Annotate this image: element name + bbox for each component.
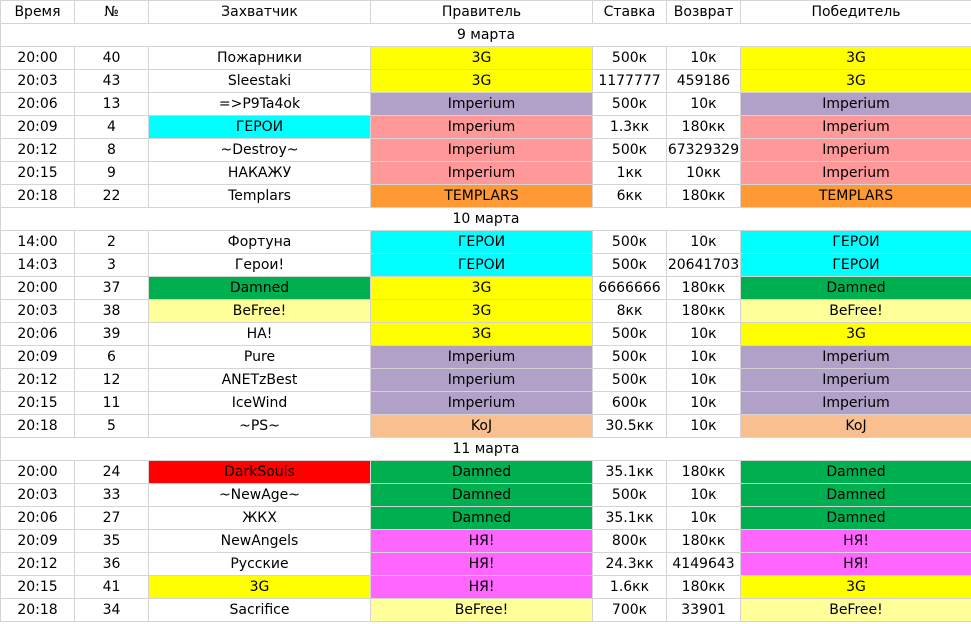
number-cell: 27 bbox=[75, 507, 149, 530]
attacker-cell: ~Destroy~ bbox=[149, 139, 371, 162]
winner-cell: Damned bbox=[741, 461, 971, 484]
time-cell: 20:18 bbox=[1, 185, 75, 208]
return-cell: 10к bbox=[667, 415, 741, 438]
winner-cell: Imperium bbox=[741, 346, 971, 369]
number-cell: 43 bbox=[75, 70, 149, 93]
date-cell: 10 марта bbox=[1, 208, 971, 231]
ruler-cell: НЯ! bbox=[371, 530, 593, 553]
ruler-cell: 3G bbox=[371, 323, 593, 346]
attacker-cell: Sacrifice bbox=[149, 599, 371, 622]
bet-cell: 1кк bbox=[593, 162, 667, 185]
winner-cell: 3G bbox=[741, 47, 971, 70]
table-body bbox=[1, 24, 971, 622]
ruler-cell: Imperium bbox=[371, 346, 593, 369]
winner-cell: ГЕРОИ bbox=[741, 254, 971, 277]
table-row bbox=[1, 530, 971, 553]
ruler-cell: Damned bbox=[371, 507, 593, 530]
time-cell: 20:12 bbox=[1, 139, 75, 162]
time-cell: 20:06 bbox=[1, 93, 75, 116]
table-row bbox=[1, 323, 971, 346]
ruler-cell: 3G bbox=[371, 300, 593, 323]
winner-cell: Imperium bbox=[741, 392, 971, 415]
winner-cell: BeFree! bbox=[741, 599, 971, 622]
attacker-cell: =>P9Ta4ok bbox=[149, 93, 371, 116]
bet-cell: 600к bbox=[593, 392, 667, 415]
table-row bbox=[1, 553, 971, 576]
attacker-cell: Templars bbox=[149, 185, 371, 208]
number-cell: 4 bbox=[75, 116, 149, 139]
table-row bbox=[1, 369, 971, 392]
number-cell: 36 bbox=[75, 553, 149, 576]
attacker-cell: ЖКХ bbox=[149, 507, 371, 530]
return-cell: 180кк bbox=[667, 530, 741, 553]
attacker-cell: IceWind bbox=[149, 392, 371, 415]
time-cell: 20:00 bbox=[1, 47, 75, 70]
attacker-cell: Damned bbox=[149, 277, 371, 300]
time-cell: 20:15 bbox=[1, 576, 75, 599]
date-row bbox=[1, 438, 971, 461]
bet-cell: 24.3кк bbox=[593, 553, 667, 576]
winner-cell: Damned bbox=[741, 277, 971, 300]
table-row bbox=[1, 47, 971, 70]
ruler-cell: BeFree! bbox=[371, 599, 593, 622]
return-cell: 33901 bbox=[667, 599, 741, 622]
winner-cell: BeFree! bbox=[741, 300, 971, 323]
number-cell: 38 bbox=[75, 300, 149, 323]
bet-cell: 500к bbox=[593, 484, 667, 507]
return-cell: 180кк bbox=[667, 576, 741, 599]
table-row bbox=[1, 576, 971, 599]
table-row bbox=[1, 346, 971, 369]
bet-cell: 1177777 bbox=[593, 70, 667, 93]
time-cell: 20:09 bbox=[1, 116, 75, 139]
table-row bbox=[1, 162, 971, 185]
ruler-cell: KoJ bbox=[371, 415, 593, 438]
number-cell: 9 bbox=[75, 162, 149, 185]
table-row bbox=[1, 254, 971, 277]
number-cell: 39 bbox=[75, 323, 149, 346]
number-cell: 5 bbox=[75, 415, 149, 438]
return-cell: 180кк bbox=[667, 185, 741, 208]
table-row bbox=[1, 116, 971, 139]
time-cell: 20:03 bbox=[1, 484, 75, 507]
return-cell: 10к bbox=[667, 507, 741, 530]
time-cell: 20:06 bbox=[1, 323, 75, 346]
date-row bbox=[1, 24, 971, 47]
table-row bbox=[1, 507, 971, 530]
bet-cell: 500к bbox=[593, 369, 667, 392]
number-cell: 35 bbox=[75, 530, 149, 553]
number-cell: 11 bbox=[75, 392, 149, 415]
time-cell: 20:09 bbox=[1, 346, 75, 369]
ruler-cell: НЯ! bbox=[371, 576, 593, 599]
table-row bbox=[1, 93, 971, 116]
return-cell: 180кк bbox=[667, 461, 741, 484]
ruler-cell: Imperium bbox=[371, 139, 593, 162]
number-cell: 37 bbox=[75, 277, 149, 300]
ruler-cell: 3G bbox=[371, 47, 593, 70]
bet-cell: 500к bbox=[593, 139, 667, 162]
table-row bbox=[1, 139, 971, 162]
winner-cell: НЯ! bbox=[741, 553, 971, 576]
ruler-cell: ГЕРОИ bbox=[371, 231, 593, 254]
winner-cell: ГЕРОИ bbox=[741, 231, 971, 254]
winner-cell: Imperium bbox=[741, 162, 971, 185]
bet-cell: 6666666 bbox=[593, 277, 667, 300]
number-cell: 6 bbox=[75, 346, 149, 369]
number-cell: 3 bbox=[75, 254, 149, 277]
time-cell: 20:18 bbox=[1, 599, 75, 622]
return-cell: 180кк bbox=[667, 116, 741, 139]
time-cell: 20:00 bbox=[1, 277, 75, 300]
header-row bbox=[1, 1, 971, 24]
attacker-cell: Русские bbox=[149, 553, 371, 576]
attacker-cell: NewAngels bbox=[149, 530, 371, 553]
time-cell: 14:00 bbox=[1, 231, 75, 254]
ruler-cell: Damned bbox=[371, 484, 593, 507]
table-row bbox=[1, 392, 971, 415]
winner-cell: Imperium bbox=[741, 93, 971, 116]
number-cell: 41 bbox=[75, 576, 149, 599]
number-cell: 12 bbox=[75, 369, 149, 392]
ruler-cell: ГЕРОИ bbox=[371, 254, 593, 277]
winner-cell: TEMPLARS bbox=[741, 185, 971, 208]
time-cell: 20:18 bbox=[1, 415, 75, 438]
date-cell: 11 марта bbox=[1, 438, 971, 461]
bet-cell: 500к bbox=[593, 254, 667, 277]
number-cell: 8 bbox=[75, 139, 149, 162]
table-row bbox=[1, 70, 971, 93]
table-row bbox=[1, 277, 971, 300]
bet-cell: 500к bbox=[593, 93, 667, 116]
ruler-cell: Imperium bbox=[371, 162, 593, 185]
table-row bbox=[1, 185, 971, 208]
header-attacker: Захватчик bbox=[149, 1, 371, 24]
date-row bbox=[1, 208, 971, 231]
bet-cell: 500к bbox=[593, 323, 667, 346]
bet-cell: 6кк bbox=[593, 185, 667, 208]
time-cell: 20:03 bbox=[1, 70, 75, 93]
attacker-cell: Фортуна bbox=[149, 231, 371, 254]
winner-cell: Imperium bbox=[741, 369, 971, 392]
attacker-cell: Pure bbox=[149, 346, 371, 369]
return-cell: 20641703 bbox=[667, 254, 741, 277]
ruler-cell: Damned bbox=[371, 461, 593, 484]
number-cell: 40 bbox=[75, 47, 149, 70]
header-bet: Ставка bbox=[593, 1, 667, 24]
attacker-cell: DarkSouls bbox=[149, 461, 371, 484]
time-cell: 20:12 bbox=[1, 553, 75, 576]
bet-cell: 35.1кк bbox=[593, 461, 667, 484]
winner-cell: Imperium bbox=[741, 139, 971, 162]
header-return: Возврат bbox=[667, 1, 741, 24]
table-row bbox=[1, 231, 971, 254]
ruler-cell: НЯ! bbox=[371, 553, 593, 576]
winner-cell: 3G bbox=[741, 70, 971, 93]
bet-cell: 35.1кк bbox=[593, 507, 667, 530]
return-cell: 180кк bbox=[667, 300, 741, 323]
number-cell: 33 bbox=[75, 484, 149, 507]
bet-cell: 700к bbox=[593, 599, 667, 622]
header-winner: Победитель bbox=[741, 1, 971, 24]
attacker-cell: ~PS~ bbox=[149, 415, 371, 438]
ruler-cell: 3G bbox=[371, 70, 593, 93]
bet-cell: 500к bbox=[593, 231, 667, 254]
header-time: Время bbox=[1, 1, 75, 24]
ruler-cell: Imperium bbox=[371, 93, 593, 116]
attacker-cell: Пожарники bbox=[149, 47, 371, 70]
number-cell: 13 bbox=[75, 93, 149, 116]
attacker-cell: ГЕРОИ bbox=[149, 116, 371, 139]
return-cell: 10кк bbox=[667, 162, 741, 185]
time-cell: 20:12 bbox=[1, 369, 75, 392]
attacker-cell: 3G bbox=[149, 576, 371, 599]
ruler-cell: Imperium bbox=[371, 392, 593, 415]
return-cell: 10к bbox=[667, 392, 741, 415]
winner-cell: 3G bbox=[741, 323, 971, 346]
time-cell: 20:15 bbox=[1, 162, 75, 185]
ruler-cell: Imperium bbox=[371, 369, 593, 392]
date-cell: 9 марта bbox=[1, 24, 971, 47]
header-ruler: Правитель bbox=[371, 1, 593, 24]
attacker-cell: НАКАЖУ bbox=[149, 162, 371, 185]
bet-cell: 500к bbox=[593, 346, 667, 369]
ruler-cell: TEMPLARS bbox=[371, 185, 593, 208]
attacker-cell: ANETzBest bbox=[149, 369, 371, 392]
return-cell: 10к bbox=[667, 369, 741, 392]
table-row bbox=[1, 484, 971, 507]
return-cell: 10к bbox=[667, 231, 741, 254]
table-row bbox=[1, 415, 971, 438]
header-number: № bbox=[75, 1, 149, 24]
time-cell: 20:09 bbox=[1, 530, 75, 553]
attacker-cell: НА! bbox=[149, 323, 371, 346]
return-cell: 10к bbox=[667, 484, 741, 507]
bet-cell: 1.3кк bbox=[593, 116, 667, 139]
winner-cell: НЯ! bbox=[741, 530, 971, 553]
bet-cell: 1.6кк bbox=[593, 576, 667, 599]
number-cell: 2 bbox=[75, 231, 149, 254]
bet-cell: 500к bbox=[593, 47, 667, 70]
bet-cell: 8кк bbox=[593, 300, 667, 323]
time-cell: 20:06 bbox=[1, 507, 75, 530]
ruler-cell: Imperium bbox=[371, 116, 593, 139]
time-cell: 20:03 bbox=[1, 300, 75, 323]
return-cell: 4149643 bbox=[667, 553, 741, 576]
attacker-cell: Sleestaki bbox=[149, 70, 371, 93]
return-cell: 10к bbox=[667, 47, 741, 70]
winner-cell: Imperium bbox=[741, 116, 971, 139]
number-cell: 22 bbox=[75, 185, 149, 208]
return-cell: 10к bbox=[667, 346, 741, 369]
bet-cell: 800к bbox=[593, 530, 667, 553]
number-cell: 24 bbox=[75, 461, 149, 484]
winner-cell: Damned bbox=[741, 484, 971, 507]
attacker-cell: Герои! bbox=[149, 254, 371, 277]
return-cell: 180кк bbox=[667, 277, 741, 300]
time-cell: 20:00 bbox=[1, 461, 75, 484]
winner-cell: KoJ bbox=[741, 415, 971, 438]
return-cell: 10к bbox=[667, 323, 741, 346]
number-cell: 34 bbox=[75, 599, 149, 622]
return-cell: 459186 bbox=[667, 70, 741, 93]
table-row bbox=[1, 461, 971, 484]
table-row bbox=[1, 599, 971, 622]
time-cell: 14:03 bbox=[1, 254, 75, 277]
return-cell: 10к bbox=[667, 93, 741, 116]
time-cell: 20:15 bbox=[1, 392, 75, 415]
bet-cell: 30.5кк bbox=[593, 415, 667, 438]
winner-cell: Damned bbox=[741, 507, 971, 530]
return-cell: 67329329 bbox=[667, 139, 741, 162]
ruler-cell: 3G bbox=[371, 277, 593, 300]
winner-cell: 3G bbox=[741, 576, 971, 599]
attacker-cell: BeFree! bbox=[149, 300, 371, 323]
table-row bbox=[1, 300, 971, 323]
attacker-cell: ~NewAge~ bbox=[149, 484, 371, 507]
